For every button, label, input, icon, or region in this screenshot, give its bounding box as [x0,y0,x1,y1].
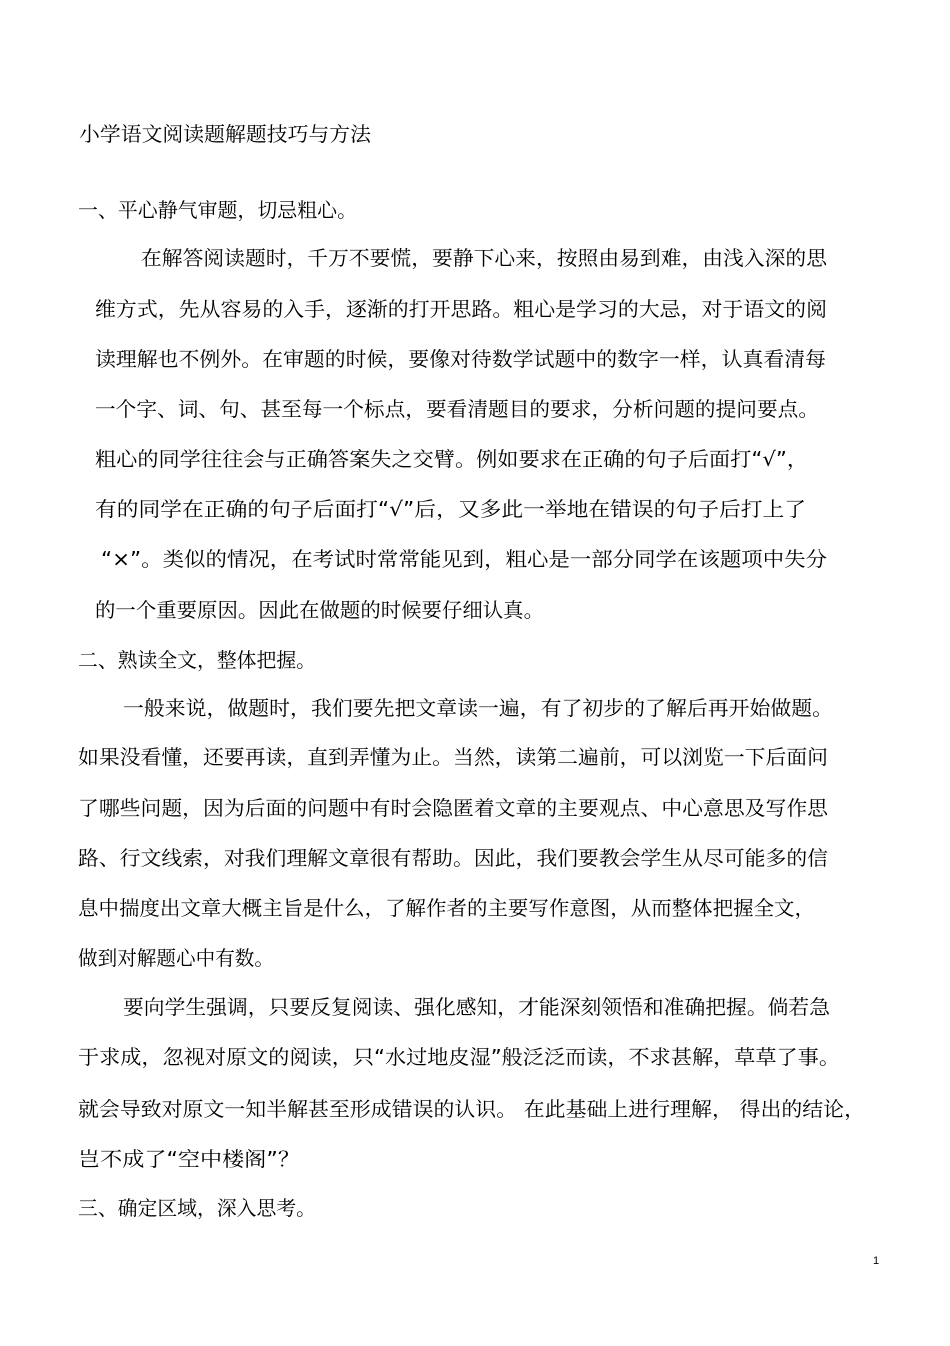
paragraph-line: “×”。类似的情况，在考试时常常能见到，粗心是一部分同学在该题项中失分 [101,547,827,571]
paragraph-line: 一个字、词、句、甚至每一个标点，要看清题目的要求，分析问题的提问要点。 [95,397,819,421]
document-title: 小学语文阅读题解题技巧与方法 [79,122,371,146]
section-heading-3: 三、确定区域，深入思考。 [78,1196,316,1220]
paragraph-line: 做到对解题心中有数。 [78,946,274,970]
paragraph-line: 一般来说，做题时，我们要先把文章读一遍，有了初步的了解后再开始做题。 [123,696,833,720]
paragraph-line: 岂不成了“空中楼阁”？ [78,1147,300,1171]
page-number: 1 [873,1255,880,1267]
paragraph-line: 读理解也不例外。在审题的时候，要像对待数学试题中的数字一样，认真看清每 [95,347,826,371]
section-heading-1: 一、平心静气审题，切忌粗心。 [78,198,357,222]
paragraph-line: 有的同学在正确的句子后面打“√”后，又多此一举地在错误的句子后打上了 [95,497,806,521]
paragraph-line: 路、行文线索，对我们理解文章很有帮助。因此，我们要教会学生从尽可能多的信 [78,846,828,870]
paragraph-line: 在解答阅读题时，千万不要慌，要静下心来，按照由易到难，由浅入深的思 [141,246,827,270]
paragraph-line: 维方式，先从容易的入手，逐渐的打开思路。粗心是学习的大忌，对于语文的阅 [95,297,827,321]
paragraph-line: 于求成，忽视对原文的阅读，只“水过地皮湿”般泛泛而读，不求甚解，草草了事。 [78,1045,840,1069]
paragraph-line: 了哪些问题，因为后面的问题中有时会隐匿着文章的主要观点、中心意思及写作思 [78,796,828,820]
paragraph-line: 就会导致对原文一知半解甚至形成错误的认识。 在此基础上进行理解， 得出的结论， [78,1097,865,1121]
paragraph-line: 的一个重要原因。因此在做题的时候要仔细认真。 [95,598,544,622]
paragraph-line: 要向学生强调，只要反复阅读、强化感知，才能深刻领悟和准确把握。倘若急 [123,995,830,1019]
paragraph-line: 粗心的同学往往会与正确答案失之交臂。例如要求在正确的句子后面打“√”， [95,447,808,471]
paragraph-line: 如果没看懂，还要再读，直到弄懂为止。当然，读第二遍前，可以浏览一下后面问 [78,745,828,769]
paragraph-line: 息中揣度出文章大概主旨是什么，了解作者的主要写作意图，从而整体把握全文， [78,896,815,920]
section-heading-2: 二、熟读全文，整体把握。 [78,648,316,672]
